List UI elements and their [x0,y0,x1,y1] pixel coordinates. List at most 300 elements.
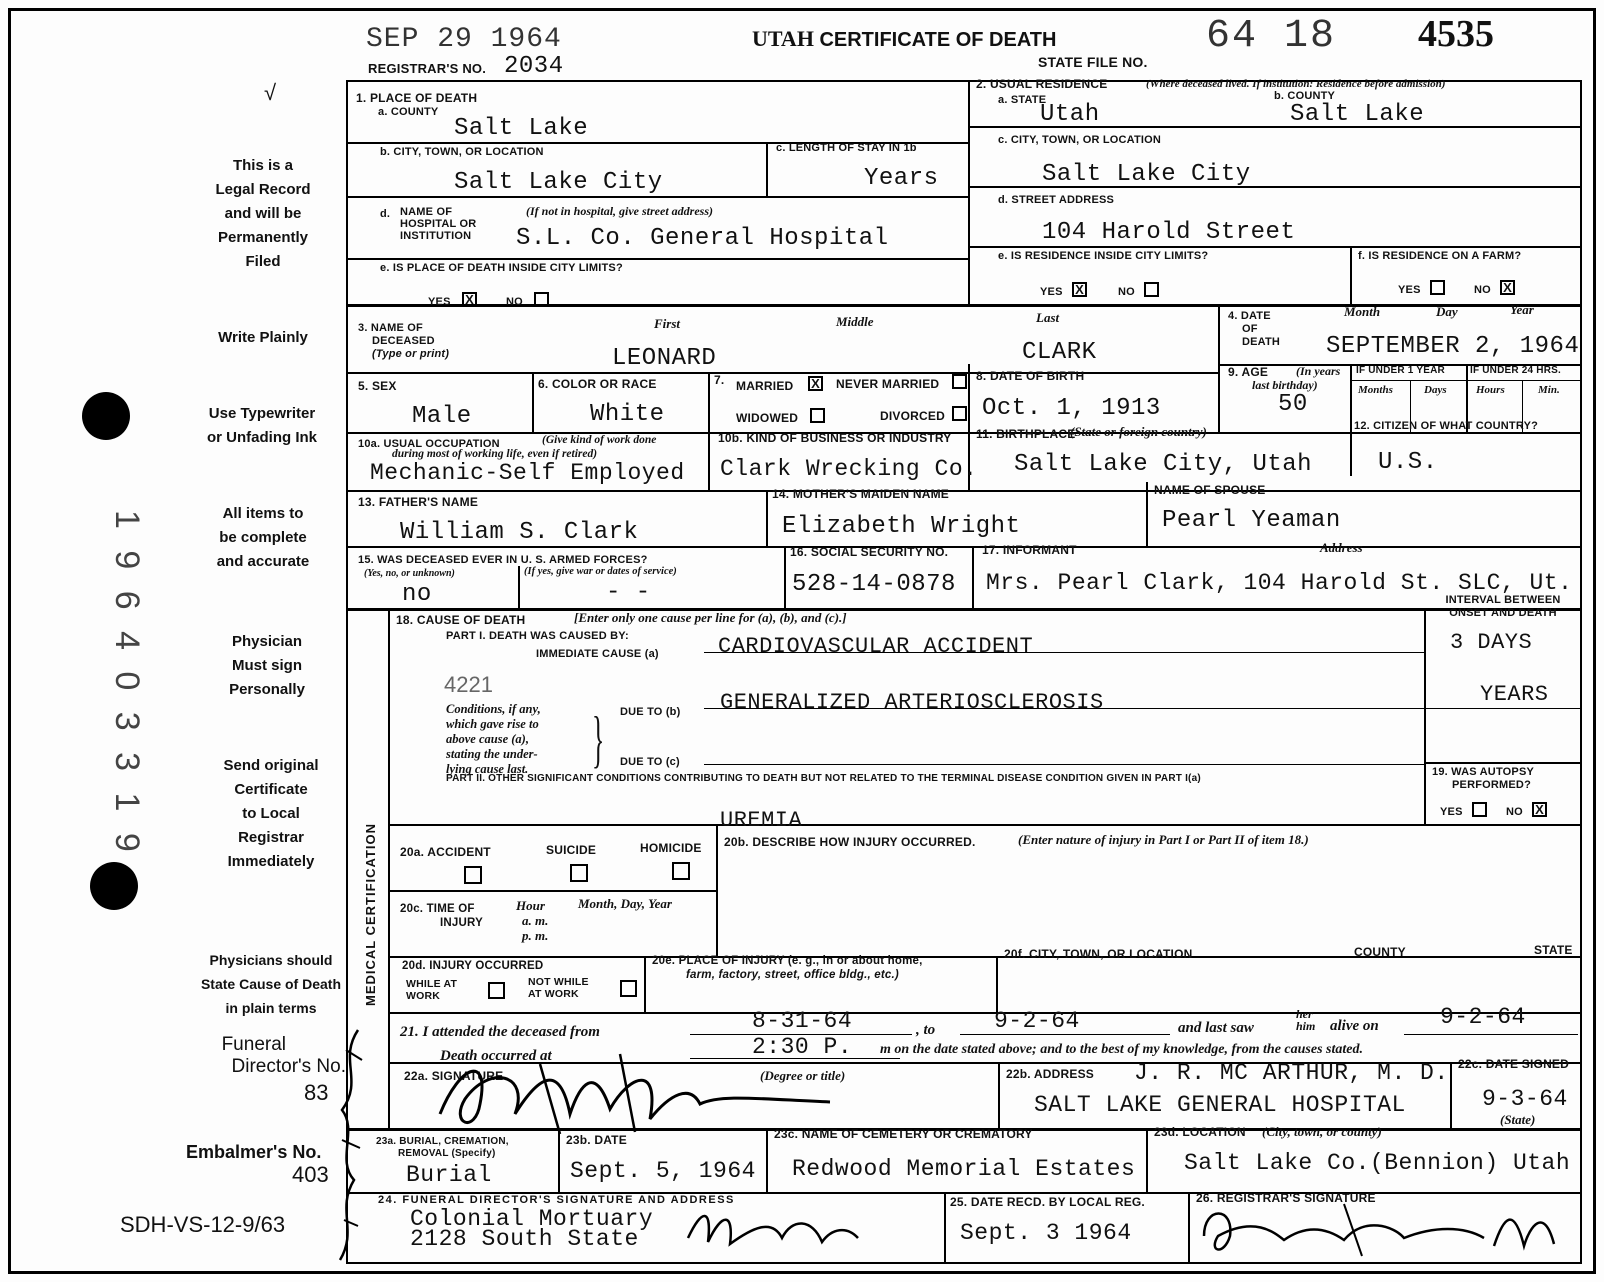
hour-label-text: Hour [516,898,545,913]
rule [716,824,718,956]
rule [346,608,1582,611]
mortuary-address: 2128 South State [410,1226,639,1252]
burial-date-label: 23b. DATE [566,1133,627,1147]
not-while-at-work-label [528,976,589,1000]
street-label: d. STREET ADDRESS [998,194,1115,206]
immediate-cause-label: IMMEDIATE CAUSE (a) [536,648,659,660]
last-name-label: Last [1036,310,1060,325]
farm-yes-checkbox[interactable] [1430,280,1445,295]
rule [1146,482,1148,546]
while-at-work-1: WHILE AT [406,978,458,990]
sex-label: 5. SEX [358,379,397,393]
age-note [1296,364,1340,378]
due-to-b-label: DUE TO (b) [620,706,681,718]
date-received: Sept. 3 1964 [960,1220,1132,1246]
autopsy-label-1: 19. WAS AUTOPSY [1432,766,1535,778]
state-file-label: STATE FILE NO. [1038,54,1148,70]
rule [388,1012,1580,1014]
conditions-bracket-icon: } [592,703,605,774]
title-state: UTAH [752,26,820,51]
cause-of-death-label: 18. CAUSE OF DEATH [396,613,526,627]
rule [532,372,534,432]
autopsy-yes-checkbox[interactable] [1472,802,1487,817]
last-name: CLARK [1022,339,1097,366]
pm-label: p. m. [522,928,549,943]
injury-occurred-label: 20d. INJURY OCCURRED [402,960,544,972]
registrar-signature-label: 26. REGISTRAR'S SIGNATURE [1196,1191,1376,1205]
length-of-stay-label: c. LENGTH OF STAY IN 1b [776,142,917,154]
citizen-label: 12. CITIZEN OF WHAT COUNTRY? [1354,420,1539,432]
name-label-2: DECEASED [372,335,435,347]
residence-inside-yes-checkbox[interactable]: X [1072,282,1087,297]
rule [968,364,970,432]
rule [1350,380,1580,381]
death-yes-label: YES [428,296,451,308]
under-1-year-label: IF UNDER 1 YEAR [1356,365,1445,376]
occupation-note-1: (Give kind of work done [542,434,657,446]
burial-date: Sept. 5, 1964 [570,1158,756,1184]
physician-address: SALT LAKE GENERAL HOSPITAL [1034,1092,1406,1118]
autopsy-label-2: PERFORMED? [1452,779,1531,791]
age-note-1: (In years [1296,364,1341,378]
interval-a: 3 DAYS [1450,630,1533,655]
death-city-label: b. CITY, TOWN, OR LOCATION [380,146,544,158]
plain-terms-line-2: State Cause of Death [200,976,342,992]
age: 50 [1278,391,1308,418]
days-label: Days [1424,384,1447,396]
interval-label-1: INTERVAL BETWEEN [1445,594,1561,606]
attended-to: 9-2-64 [994,1008,1080,1034]
item-1d-label: d. [380,208,391,220]
residence-state: Utah [1040,101,1100,128]
to-label: , to [916,1022,936,1038]
informant-address-label: Address [1320,540,1363,555]
conditions-line-5: lying cause last. [446,762,529,776]
dob-label: 8. DATE OF BIRTH [976,369,1085,383]
widowed-checkbox[interactable] [810,408,825,423]
hospital-label-3: INSTITUTION [400,230,472,242]
describe-injury-note: (Enter nature of injury in Part I or Part II of item 18.) [1018,832,1309,847]
never-married-label: NEVER MARRIED [836,377,940,391]
race-label: 6. COLOR OR RACE [538,377,657,391]
not-while-1: NOT WHILE [528,976,589,988]
residence-inside-no-checkbox[interactable] [1144,282,1159,297]
rule [1218,364,1220,432]
burial-location-note: (City, town, or county) [1262,1124,1382,1139]
mother-maiden-name: Elizabeth Wright [782,513,1021,540]
place-of-injury-2: farm, factory, street, office bldg., etc.) [686,969,899,981]
funeral-director-number: 83 [304,1080,329,1105]
occupation-label: 10a. USUAL OCCUPATION [358,438,500,450]
armed-forces-note-1: (Yes, no, or unknown) [364,568,455,579]
homicide-checkbox[interactable] [672,862,690,880]
funeral-director-signature-icon [682,1198,862,1260]
death-date: SEPTEMBER 2, 1964 [1326,333,1580,360]
medical-certification-label: MEDICAL CERTIFICATION [363,822,378,1006]
interval-b: YEARS [1480,682,1549,707]
armed-forces-answer: no [402,581,432,608]
vertical-signature-icon [328,1020,374,1270]
item-7-label: 7. [714,373,725,387]
rule [1188,1192,1190,1262]
underlying-cause-b: GENERALIZED ARTERIOSCLEROSIS [720,690,1104,715]
legal-line-1: This is a [232,157,294,174]
punch-hole-bottom [90,862,138,910]
widowed-label: WIDOWED [736,411,799,425]
date-signed-label: 22c. DATE SIGNED [1458,1057,1570,1071]
rule [1404,1034,1578,1035]
informant: Mrs. Pearl Clark, 104 Harold St. SLC, Ut. [986,570,1573,596]
burial-location-label: 23d. LOCATION [1154,1125,1246,1139]
never-married-checkbox[interactable] [952,374,967,389]
injury-city-label: 20f. CITY, TOWN, OR LOCATION [1004,947,1193,961]
immediate-cause: CARDIOVASCULAR ACCIDENT [718,634,1034,659]
degree-label: (Degree or title) [760,1068,846,1083]
name-label [358,322,449,361]
ssn-label: 16. SOCIAL SECURITY NO. [790,545,949,559]
rule [1218,304,1220,364]
plain-terms-note [176,948,366,1020]
place-of-injury-1: 20e. PLACE OF INJURY (e. g., in or about home, [652,955,923,967]
occupation-note [542,434,656,447]
physician-name: J. R. MC ARTHUR, M. D. [1134,1060,1449,1086]
father-label: 13. FATHER'S NAME [358,495,479,509]
sex: Male [412,403,472,430]
suicide-label: SUICIDE [546,843,597,857]
conditions-line-3: above cause (a), [446,732,529,746]
signature-label: 22a. SIGNATURE [404,1069,504,1083]
physician-address-label: 22b. ADDRESS [1006,1067,1094,1081]
last-seen-alive: 9-2-64 [1440,1004,1526,1030]
injury-state-label: STATE [1534,943,1573,957]
length-of-stay: Years [864,165,939,192]
accident-label: 20a. ACCIDENT [400,845,491,859]
informant-label: 17. INFORMANT [982,543,1077,557]
residence-inside-label: e. IS RESIDENCE INSIDE CITY LIMITS? [998,250,1209,262]
legal-line-5: Filed [245,253,281,270]
age-label: 9. AGE [1228,365,1269,379]
legal-line-2: Legal Record [215,181,311,198]
embalmer-label: Embalmer's No. [186,1142,322,1162]
describe-injury-label: 20b. DESCRIBE HOW INJURY OCCURRED. [724,835,976,849]
rule [704,764,1424,765]
while-at-work-2: WORK [406,990,441,1002]
hours-label: Hours [1476,384,1505,396]
death-date-label-2: OF [1242,323,1258,335]
rule [346,372,1218,374]
certificate-number: 4535 [1418,13,1494,55]
citizenship: U.S. [1378,449,1438,476]
while-at-work-label [406,978,457,1002]
month-day-year-label: Month, Day, Year [578,896,672,911]
attended-label: 21. I attended the deceased from [400,1024,600,1040]
date-signed: 9-3-64 [1482,1086,1568,1112]
rule [944,1192,946,1262]
physician-line-1: Physician [231,633,303,650]
under-24-hours-label: IF UNDER 24 HRS. [1470,365,1561,376]
autopsy-no-checkbox[interactable]: X [1532,802,1547,817]
not-while-2: AT WORK [528,988,579,1000]
certification-statement: m on the date stated above; and to the best of my knowledge, from the causes stated. [880,1042,1363,1057]
alive-on-label: alive on [1330,1018,1379,1034]
registrar-number: 2034 [504,53,564,80]
complete-note [196,502,330,574]
her-label: her [1296,1007,1313,1021]
rule [1580,80,1582,1264]
due-to-c-label: DUE TO (c) [620,756,680,768]
check-mark: √ [264,80,277,105]
residence-city-label: c. CITY, TOWN, OR LOCATION [998,134,1162,146]
legal-record-note [196,154,330,274]
funeral-director-signature-label: 24. FUNERAL DIRECTOR'S SIGNATURE AND ADDRESS [378,1194,735,1206]
filed-date-stamp: SEP 29 1964 [366,24,562,55]
interval-label [1432,594,1574,620]
spouse-name: Pearl Yeaman [1162,507,1341,534]
write-plainly-note: Write Plainly [218,329,308,346]
legal-line-3: and will be [224,205,302,222]
autopsy-no-label: NO [1506,806,1523,818]
send-line-2: Certificate [234,781,308,798]
rule [968,246,1580,248]
other-conditions: UREMIA [720,808,803,833]
spouse-label: NAME OF SPOUSE [1154,483,1266,497]
rule [388,890,716,892]
rule [518,566,520,608]
first-name: LEONARD [612,345,717,372]
armed-forces-label: 15. WAS DECEASED EVER IN U. S. ARMED FORCES? [358,554,648,566]
rule [388,824,1580,826]
residence-street: 104 Harold Street [1042,219,1296,246]
her-him-label [1296,1008,1315,1032]
plain-terms-line-1: Physicians should [209,952,333,968]
time-of-injury-label-1: 20c. TIME OF [400,903,475,915]
physician-note [200,630,334,702]
married-checkbox[interactable]: X [808,376,823,391]
cemetery: Redwood Memorial Estates [792,1156,1136,1182]
year-label: Year [1510,302,1534,317]
legal-line-4: Permanently [217,229,309,246]
death-date-label [1228,310,1280,349]
farm-yes-label: YES [1398,284,1421,296]
social-security-number: 528-14-0878 [792,571,956,598]
hospital-name: S.L. Co. General Hospital [516,225,889,252]
suicide-checkbox[interactable] [570,864,588,882]
form-number: SDH-VS-12-9/63 [120,1212,286,1237]
injury-county-label: COUNTY [1354,945,1406,959]
date-of-birth: Oct. 1, 1913 [982,395,1161,422]
registrar-signature-icon [1194,1196,1578,1262]
complete-line-1: All items to [222,505,304,522]
microfilm-number: 1 9 6 4 0 3 3 1 9 [108,510,146,858]
state-label: a. STATE [998,94,1047,106]
residence-city: Salt Lake City [1042,161,1251,188]
burial-location: Salt Lake Co.(Bennion) Utah [1184,1150,1571,1176]
birthplace: Salt Lake City, Utah [1014,451,1313,478]
residence-no-label: NO [1118,286,1135,298]
day-label: Day [1436,304,1458,319]
date-received-label: 25. DATE RECD. BY LOCAL REG. [950,1195,1145,1209]
first-name-label: First [654,316,681,331]
conditions-note [446,702,541,777]
middle-name-label: Middle [836,314,874,329]
complete-line-3: and accurate [216,553,310,570]
time-of-injury-label-2: INJURY [440,917,483,929]
rule [960,1034,1170,1035]
homicide-label: HOMICIDE [640,841,702,855]
typewriter-line-2: or Unfading Ink [207,429,317,446]
months-label: Months [1358,384,1393,396]
autopsy-yes-label: YES [1440,806,1463,818]
rule [972,546,974,608]
death-no-label: NO [506,296,523,308]
disposition: Burial [406,1162,492,1188]
rule [1450,1062,1452,1128]
business-label: 10b. KIND OF BUSINESS OR INDUSTRY [718,431,952,445]
certificate-title [752,26,1056,52]
name-label-3: (Type or print) [372,348,450,360]
death-county: Salt Lake [454,115,589,142]
am-label: a. m. [522,913,549,928]
not-while-at-work-checkbox[interactable] [620,980,637,997]
burial-label [376,1136,509,1160]
rule [1424,762,1580,764]
typewriter-line-1: Use Typewriter [208,405,316,422]
title-main: CERTIFICATE OF DEATH [819,29,1057,51]
typewriter-note [186,402,338,450]
divorced-label: DIVORCED [880,409,945,423]
service-dates: - - [606,579,651,606]
plain-terms-line-3: in plain terms [225,1000,317,1016]
residence-note: (Where deceased lived. If institution: Residence before admission) [1146,78,1446,90]
rule [708,432,710,490]
hospital-note: (If not in hospital, give street address) [526,204,714,218]
inside-city-label: e. IS PLACE OF DEATH INSIDE CITY LIMITS? [380,262,623,274]
cause-note: [Enter only one cause per line for (a), (b), and (c).] [574,610,847,625]
mother-label: 14. MOTHER'S MAIDEN NAME [772,487,950,501]
complete-line-2: be complete [219,529,307,546]
accident-checkbox[interactable] [464,866,482,884]
occupation: Mechanic-Self Employed [370,460,685,486]
burial-label-2: REMOVAL (Specify) [398,1148,496,1159]
father-name: William S. Clark [400,519,639,546]
registrar-label: REGISTRAR'S NO. [368,61,487,76]
rule [784,546,786,608]
farm-label: f. IS RESIDENCE ON A FARM? [1358,250,1522,262]
farm-no-checkbox[interactable]: X [1500,280,1515,295]
rule [766,142,768,196]
autopsy-label [1432,766,1534,792]
business: Clark Wrecking Co. [720,456,978,482]
physician-line-3: Personally [229,681,305,698]
name-label-1: 3. NAME OF [358,322,423,334]
rule [346,196,968,198]
rule [1350,246,1352,304]
rule [1424,608,1426,824]
attended-from: 8-31-64 [752,1008,853,1034]
death-date-label-1: 4. DATE [1228,310,1271,322]
conditions-line-1: Conditions, if any, [446,702,541,716]
minutes-label: Min. [1538,384,1560,396]
rule [346,546,1582,548]
usual-residence-label: 2. USUAL RESIDENCE [976,77,1108,91]
birthplace-note: (State or foreign country) [1070,424,1207,439]
rule [968,80,970,304]
part-1-label: PART I. DEATH WAS CAUSED BY: [446,630,629,642]
interval-label-2: ONSET AND DEATH [1449,607,1557,619]
place-of-death-label: 1. PLACE OF DEATH [356,91,478,105]
time-of-death: 2:30 P. [752,1034,853,1060]
while-at-work-checkbox[interactable] [488,982,505,999]
month-label: Month [1344,304,1381,319]
embalmer-number: 403 [292,1162,329,1187]
burial-label-1: 23a. BURIAL, CREMATION, [376,1136,509,1147]
hospital-label-1: NAME OF [400,206,453,218]
him-label: him [1296,1019,1316,1033]
state-note: (State) [1500,1112,1536,1127]
state-file-number: 64 18 [1206,14,1337,59]
death-occurred-label: Death occurred at [440,1048,552,1064]
birthplace-label: 11. BIRTHPLACE [976,427,1076,441]
occupation-note-2: during most of working life, even if retired) [392,448,598,460]
send-line-5: Immediately [227,853,315,870]
married-label: MARRIED [736,379,794,393]
rule [388,608,390,1128]
rule [708,372,710,432]
death-date-label-3: DEATH [1242,336,1281,348]
physician-signature-icon [420,1044,840,1140]
rule [346,490,1582,492]
send-original-note [196,754,346,874]
rule [1146,1128,1148,1192]
rule [644,956,646,1012]
residence-county-label: b. COUNTY [1274,90,1336,102]
farm-no-label: NO [1474,284,1491,296]
race: White [590,401,665,428]
county-label: a. COUNTY [378,106,439,118]
funeral-director-label [196,1034,346,1078]
part-2-label: PART II. OTHER SIGNIFICANT CONDITIONS CONTRIBUTING TO DEATH BUT NOT RELATED TO THE TERMINAL DISEASE CONDITION GIVEN IN PART I(a) [446,773,1201,784]
last-saw-label: and last saw [1178,1020,1254,1036]
physician-line-2: Must sign [232,657,302,674]
divorced-checkbox[interactable] [952,406,967,421]
rule [346,1262,1582,1264]
funeral-line-2: Director's No. [231,1056,346,1077]
age-note-2: last birthday) [1252,378,1318,392]
disease-code: 4221 [444,672,493,697]
conditions-line-4: stating the under- [446,747,538,761]
rule [998,1062,1000,1128]
conditions-line-2: which gave rise to [446,717,539,731]
residence-county: Salt Lake [1290,101,1425,128]
hour-label [516,898,548,943]
rule [346,304,1582,307]
rule [346,258,968,260]
armed-forces-note-2: (If yes, give war or dates of service) [524,566,677,577]
cemetery-label: 23c. NAME OF CEMETERY OR CREMATORY [774,1127,1033,1141]
rule [996,956,998,1012]
punch-hole-top [82,392,130,440]
time-of-injury-label [400,902,483,930]
residence-yes-label: YES [1040,286,1063,298]
mortuary-name: Colonial Mortuary [410,1206,654,1232]
hospital-label [400,206,476,242]
send-line-3: to Local [242,805,300,822]
place-of-injury-label [652,954,923,982]
funeral-line-1: Funeral [221,1034,286,1055]
death-inside-no-checkbox[interactable] [534,292,549,307]
rule [766,490,768,546]
death-inside-yes-checkbox[interactable]: X [462,292,477,307]
